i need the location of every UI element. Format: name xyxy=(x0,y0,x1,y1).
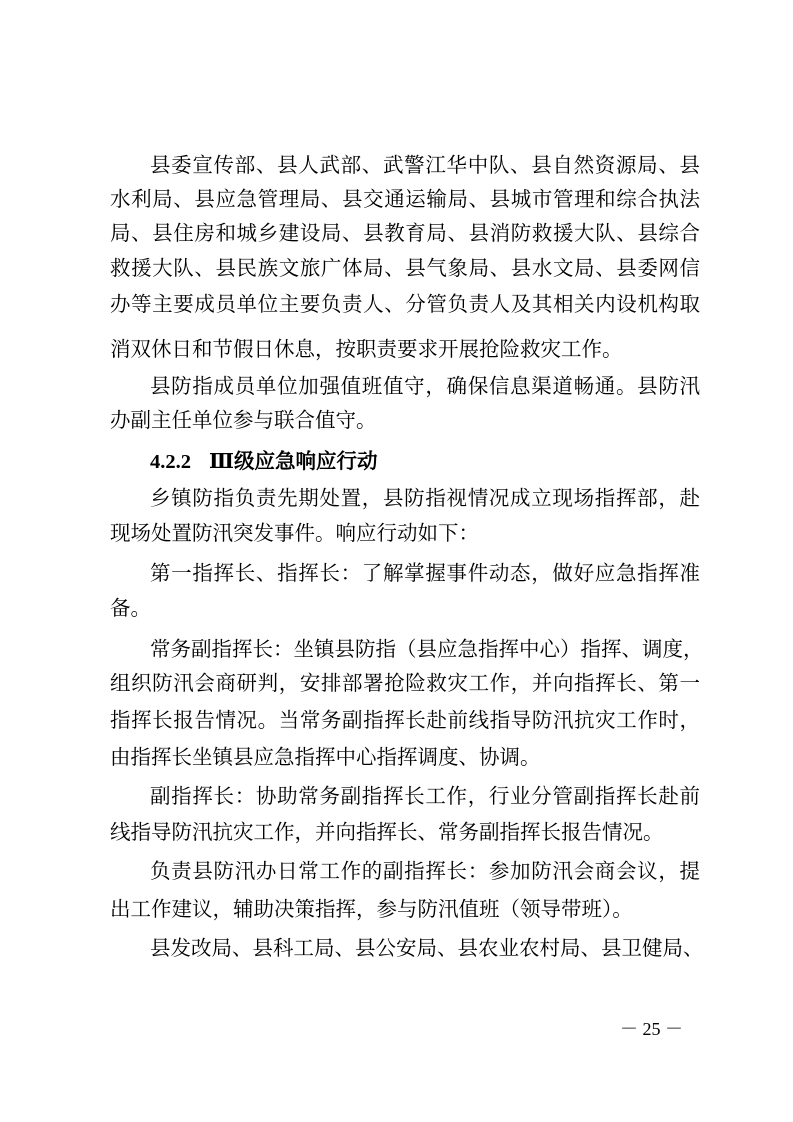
text-line: 局、县住房和城乡建设局、县教育局、县消防救援大队、县综合 xyxy=(110,221,700,245)
text-line: 乡镇防指负责先期处置，县防指视情况成立现场指挥部，赴 xyxy=(150,486,700,510)
page-number: － 25 － xyxy=(620,1019,683,1039)
text-line: 办等主要成员单位主要负责人、分管负责人及其相关内设机构取 xyxy=(110,292,700,316)
text-line: 备。 xyxy=(110,596,151,620)
text-line: 副指挥长：协助常务副指挥长工作，行业分管副指挥长赴前 xyxy=(150,784,700,808)
text-line: 组织防汛会商研判，安排部署抢险救灾工作，并向指挥长、第一 xyxy=(110,671,700,695)
section-title: Ⅲ级应急响应行动 xyxy=(209,449,378,473)
text-line: 救援大队、县民族文旅广体局、县气象局、县水文局、县委网信 xyxy=(110,256,700,280)
text-line: 第一指挥长、指挥长：了解掌握事件动态，做好应急指挥准 xyxy=(150,561,700,585)
text-line: 常务副指挥长：坐镇县防指（县应急指挥中心）指挥、调度， xyxy=(150,637,704,661)
text-line: 县发改局、县科工局、县公安局、县农业农村局、县卫健局、 xyxy=(150,936,704,960)
text-line: 县防指成员单位加强值班值守，确保信息渠道畅通。县防汛 xyxy=(150,374,700,398)
section-number: 4.2.2 xyxy=(150,451,191,473)
section-heading xyxy=(150,444,377,479)
text-line: 现场处置防汛突发事件。响应行动如下： xyxy=(110,521,479,545)
text-line: 由指挥长坐镇县应急指挥中心指挥调度、协调。 xyxy=(110,745,541,769)
text-line: 水利局、县应急管理局、县交通运输局、县城市管理和综合执法 xyxy=(110,187,700,211)
text-line: 办副主任单位参与联合值守。 xyxy=(110,408,377,432)
text-line: 出工作建议，辅助决策指挥，参与防汛值班（领导带班）。 xyxy=(110,897,633,921)
text-line: 指挥长报告情况。当常务副指挥长赴前线指导防汛抗灾工作时， xyxy=(110,708,700,732)
text-line: 线指导防汛抗灾工作，并向指挥长、常务副指挥长报告情况。 xyxy=(110,820,664,844)
text-line: 县委宣传部、县人武部、武警江华中队、县自然资源局、县 xyxy=(150,153,700,177)
text-line: 负责县防汛办日常工作的副指挥长：参加防汛会商会议，提 xyxy=(150,859,700,883)
text-line: 消双休日和节假日休息，按职责要求开展抢险救灾工作。 xyxy=(110,337,623,361)
